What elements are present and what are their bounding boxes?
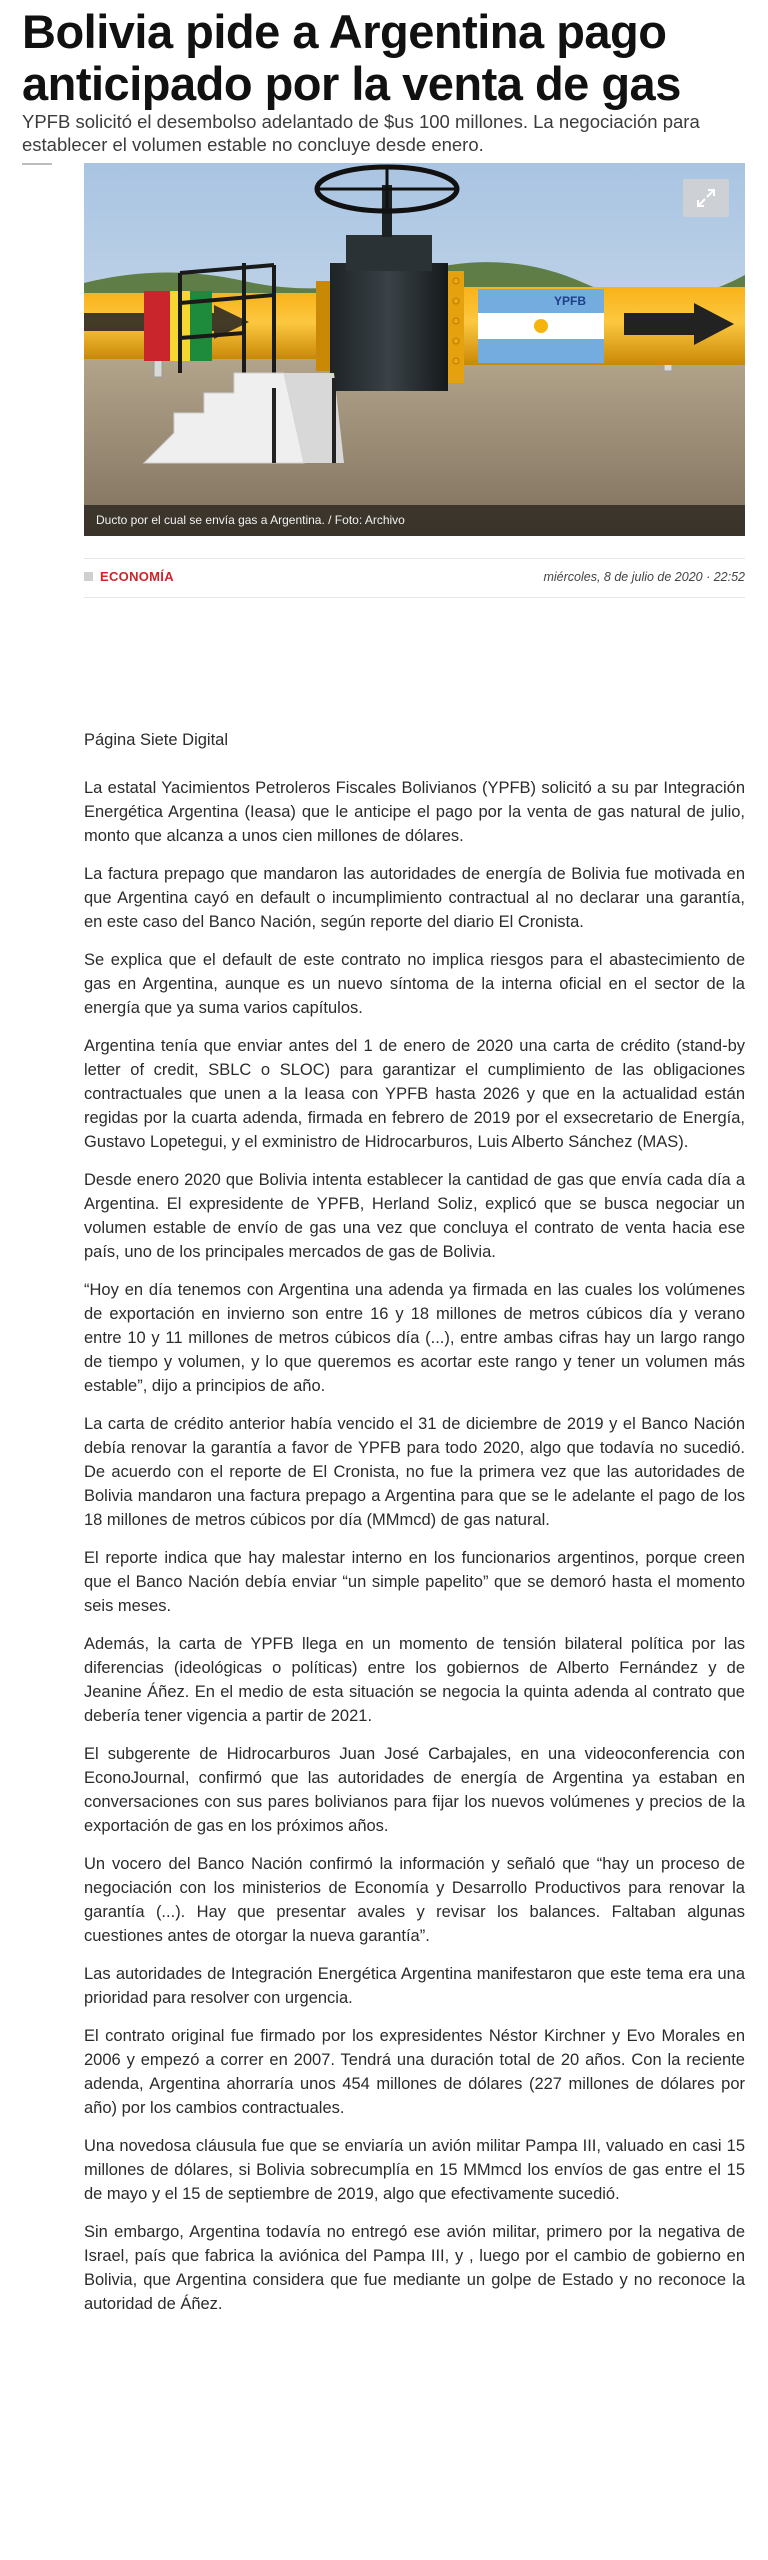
paragraph: El reporte indica que hay malestar interno en los funcionarios argentinos, porque creen que el Banco Nación debía enviar “un simple papelito” que se demoró hasta el momento seis meses.: [84, 1549, 745, 1615]
paragraph: La estatal Yacimientos Petroleros Fiscales Bolivianos (YPFB) solicitó a su par Integración Energética Argentina (Ieasa) que le anticipe el pago por la venta de gas natural de julio, monto que alcanza a unos cien millones de dólares.: [84, 779, 745, 845]
lead-divider: [22, 163, 52, 165]
section-link[interactable]: ECONOMÍA: [100, 569, 174, 584]
article-body: [84, 728, 745, 2330]
article-photo[interactable]: [84, 163, 745, 536]
article-meta: [84, 558, 745, 598]
paragraph: El subgerente de Hidrocarburos Juan José Carbajales, en una videoconferencia con EconoJournal, confirmó que las autoridades de energía de Argentina ya estaban en conversaciones con sus pares bolivianos para fijar los nuevos volúmenes y precios de la exportación de gas en los próximos años.: [84, 1745, 745, 1835]
photo-caption: Ducto por el cual se envía gas a Argentina. / Foto: Archivo: [84, 505, 745, 536]
pipeline-photo-illustration: [84, 163, 745, 536]
pipe-label: YPFB: [554, 294, 587, 308]
expand-photo-button[interactable]: [683, 179, 729, 217]
paragraph: La carta de crédito anterior había vencido el 31 de diciembre de 2019 y el Banco Nación debía renovar la garantía a favor de YPFB para todo 2020, algo que todavía no sucedió. De acuerdo con el reporte de El Cronista, no fue la primera vez que las autoridades de Bolivia mandaron una factura prepago a Argentina para que se le adelante el pago de los 18 millones de metros cúbicos por día (MMmcd) de gas natural.: [84, 1415, 745, 1529]
paragraph: Desde enero 2020 que Bolivia intenta establecer la cantidad de gas que envía cada día a Argentina. El expresidente de YPFB, Herland Soliz, explicó que se busca negociar un volumen estable de envío de gas una vez que concluya el contrato de venta hacia ese país, uno de los principales mercados de gas de Bolivia.: [84, 1171, 745, 1261]
paragraph: La factura prepago que mandaron las autoridades de energía de Bolivia fue motivada en que Argentina cayó en default o incumplimiento contractual al no declarar una garantía, en este caso del Banco Nación, según reporte del diario El Cronista.: [84, 865, 745, 931]
paragraph: Además, la carta de YPFB llega en un momento de tensión bilateral política por las diferencias (ideológicas o políticas) entre los gobiernos de Alberto Fernández y de Jeanine Áñez. En el medio de esta situación se negocia la quinta adenda al contrato que debería tener vigencia a partir de 2021.: [84, 1635, 745, 1725]
paragraph: Argentina tenía que enviar antes del 1 de enero de 2020 una carta de crédito (stand-by letter of credit, SBLC o SLOC) para garantizar el cumplimiento de las obligaciones contractuales que unen a la Ieasa con YPFB hasta 2026 y que en la actualidad están regidas por la cuarta adenda, firmada en febrero de 2019 por el exsecretario de Energía, Gustavo Lopetegui, y el exministro de Hidrocarburos, Luis Alberto Sánchez (MAS).: [84, 1037, 745, 1151]
section-marker-icon: [84, 572, 93, 581]
paragraph: Sin embargo, Argentina todavía no entregó ese avión militar, primero por la negativa de Israel, país que fabrica la aviónica del Pampa III, y , luego por el cambio de gobierno en Bolivia, que Argentina considera que fue mediante un golpe de Estado y no reconoce la autoridad de Áñez.: [84, 2223, 745, 2313]
byline: Página Siete Digital: [84, 731, 229, 749]
paragraph: El contrato original fue firmado por los expresidentes Néstor Kirchner y Evo Morales en 2006 y empezó a correr en 2007. Tendrá una duración total de 20 años. Con la reciente adenda, Argentina ahorraría unos 454 millones de dólares (227 millones de dólares por año) por los cambios contractuales.: [84, 2027, 745, 2117]
publish-date: miércoles, 8 de julio de 2020 · 22:52: [543, 570, 745, 584]
article-lead: YPFB solicitó el desembolso adelantado de $us 100 millones. La negociación para establecer el volumen estable no concluye desde enero.: [22, 111, 700, 155]
quote-paragraph: “Hoy en día tenemos con Argentina una adenda ya firmada en las cuales los volúmenes de exportación en invierno son entre 16 y 18 millones de metros cúbicos día y verano entre 10 y 11 millones de metros cúbicos día (...), entre ambas cifras hay un largo rango de tiempo y volumen, y lo que queremos es acortar este rango y tener un volumen más estable”, dijo a principios de año.: [84, 1281, 745, 1395]
paragraph: Un vocero del Banco Nación confirmó la información y señaló que “hay un proceso de negociación con los ministerios de Economía y Desarrollo Productivos para renovar la garantía (...). Hay que presentar avales y revisar los balances. Faltaban algunas cuestiones antes de otorgar la nueva garantía”.: [84, 1855, 745, 1945]
paragraph: Se explica que el default de este contrato no implica riesgos para el abastecimiento de gas en Argentina, aunque es un nuevo síntoma de la interna oficial en el sector de la energía que ya suma varios capítulos.: [84, 951, 745, 1017]
paragraph: Una novedosa cláusula fue que se enviaría un avión militar Pampa III, valuado en casi 15 millones de dólares, si Bolivia sobrecumplía en 15 MMmcd los envíos de gas entre el 15 de mayo y el 15 de septiembre de 2019, algo que efectivamente sucedió.: [84, 2137, 745, 2203]
expand-icon: [696, 188, 716, 208]
paragraph: Las autoridades de Integración Energética Argentina manifestaron que este tema era una prioridad para resolver con urgencia.: [84, 1965, 745, 2007]
article-headline: Bolivia pide a Argentina pago anticipado por la venta de gas: [22, 5, 681, 110]
